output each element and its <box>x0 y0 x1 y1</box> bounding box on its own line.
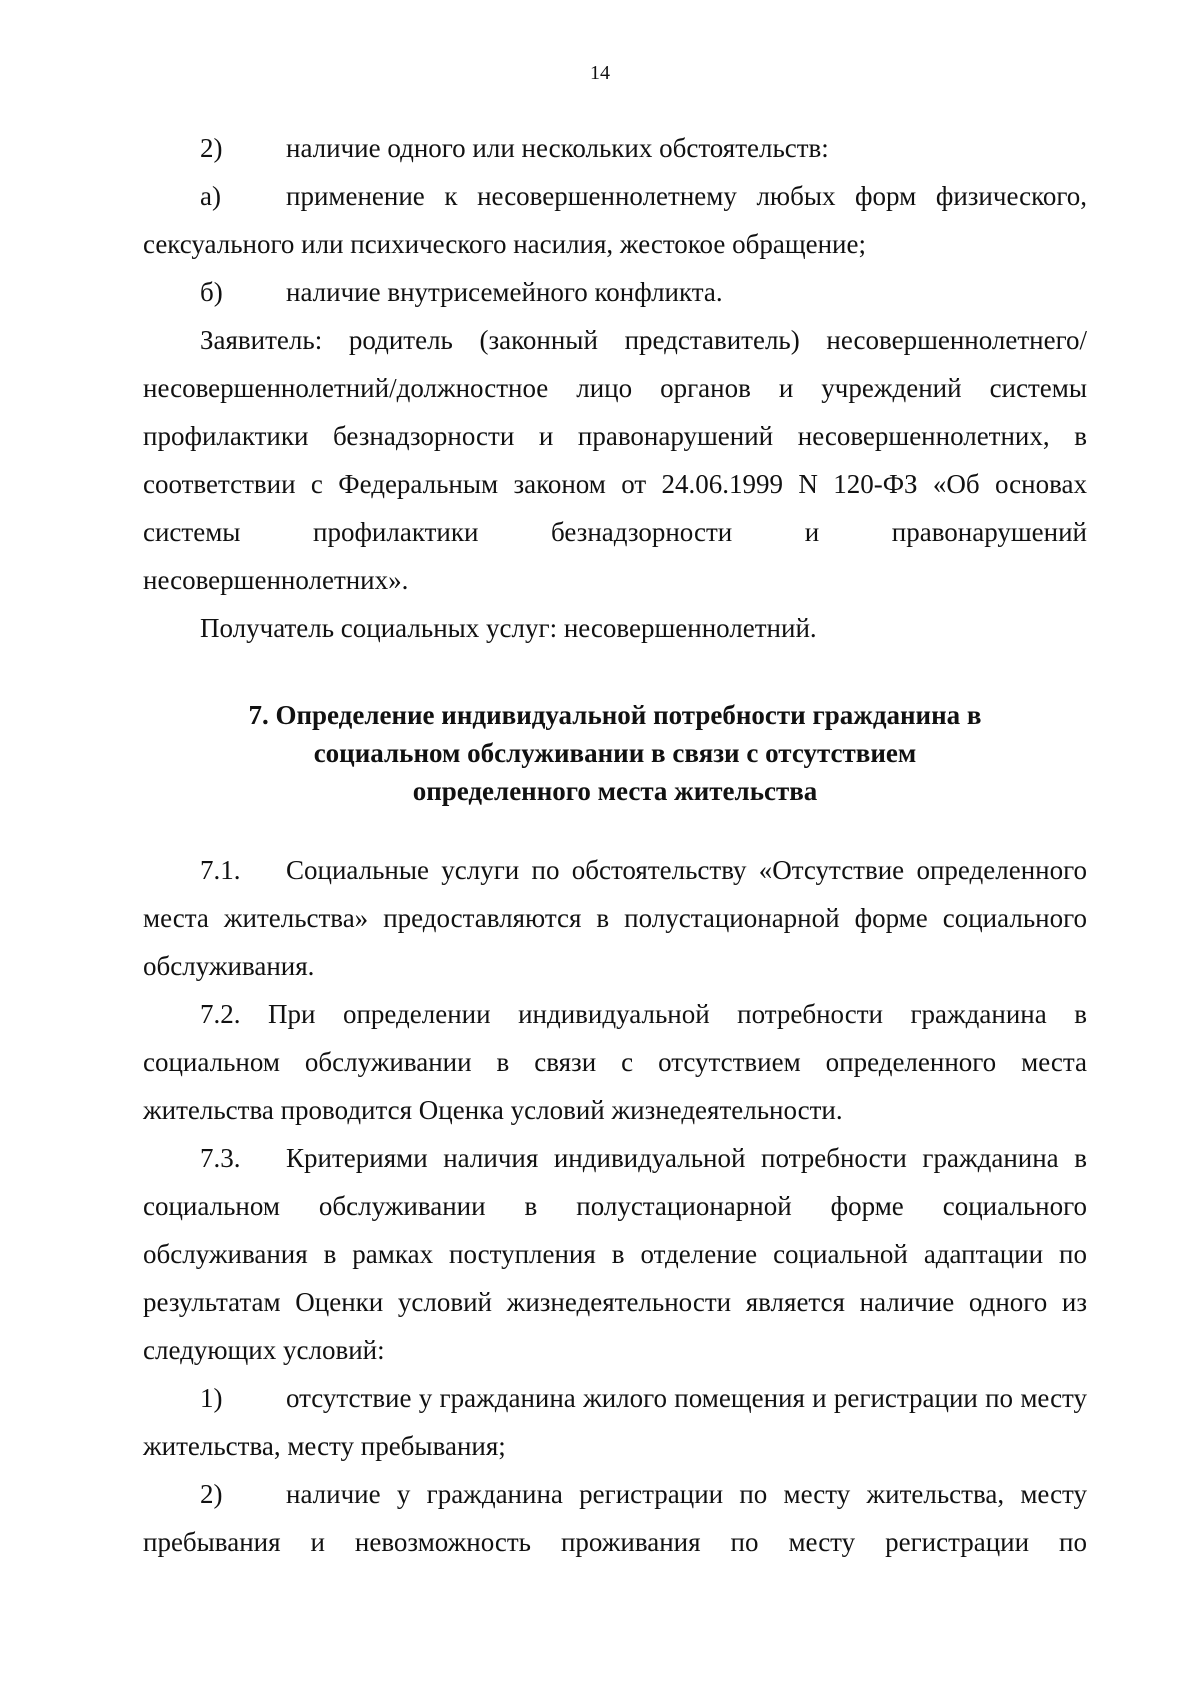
list-item <box>143 1374 1087 1470</box>
recipient-paragraph: Получатель социальных услуг: несовершеннолетний. <box>200 613 817 643</box>
paragraph-7-2: 7.2. При определении индивидуальной потребности гражданина в социальном обслуживании в связи с отсутствием определенного места жительства проводится Оценка условий жизнедеятельности. <box>143 999 1087 1125</box>
paragraph-7-1 <box>143 846 1087 990</box>
applicant-paragraph: Заявитель: родитель (законный представитель) несовершеннолетнего/ несовершеннолетний/должностное лицо органов и учреждений системы профилактики безнадзорности и правонарушений несовершеннолетних, в соответствии с Федеральным законом от 24.06.1999 N 120-ФЗ «Об основах системы профилактики безнадзорности и правонарушений несовершеннолетних». <box>143 325 1087 595</box>
paragraph-number: 7.1. <box>200 855 241 885</box>
item-text: наличие одного или нескольких обстоятельств: <box>286 133 829 163</box>
item-number: 2) <box>200 133 223 163</box>
list-item <box>143 268 1087 316</box>
list-item <box>143 172 1087 268</box>
list-item <box>143 124 1087 172</box>
document-body <box>143 124 1087 1566</box>
item-text: наличие у гражданина регистрации по месту жительства, месту пребывания и невозможность проживания по месту регистрации по <box>143 1479 1087 1557</box>
paragraph-text: Критериями наличия индивидуальной потребности гражданина в социальном обслуживании в полустационарной форме социального обслуживания в рамках поступления в отделение социальной адаптации по результатам Оценки условий жизнедеятельности является наличие одного из следующих условий: <box>143 1143 1087 1365</box>
paragraph-text: Социальные услуги по обстоятельству «Отсутствие определенного места жительства» предоставляются в полустационарной форме социального обслуживания. <box>143 855 1087 981</box>
item-number: 1) <box>200 1383 223 1413</box>
item-text: отсутствие у гражданина жилого помещения и регистрации по месту жительства, месту пребывания; <box>143 1383 1087 1461</box>
page-number: 14 <box>590 62 610 84</box>
item-text: наличие внутрисемейного конфликта. <box>286 277 723 307</box>
heading-line-2: социальном обслуживании в связи с отсутствием <box>313 738 917 768</box>
item-text: применение к несовершеннолетнему любых форм физического, сексуального или психического насилия, жестокое обращение; <box>143 181 1087 259</box>
item-number: 2) <box>200 1479 223 1509</box>
paragraph-7-3 <box>143 1134 1087 1374</box>
section-heading <box>143 696 1087 810</box>
list-item <box>143 1470 1087 1566</box>
item-number: б) <box>200 277 223 307</box>
heading-line-3: определенного места жительства <box>412 776 818 806</box>
item-number: а) <box>200 181 221 211</box>
paragraph-number: 7.3. <box>200 1143 241 1173</box>
heading-line-1: 7. Определение индивидуальной потребности гражданина в <box>248 700 982 730</box>
